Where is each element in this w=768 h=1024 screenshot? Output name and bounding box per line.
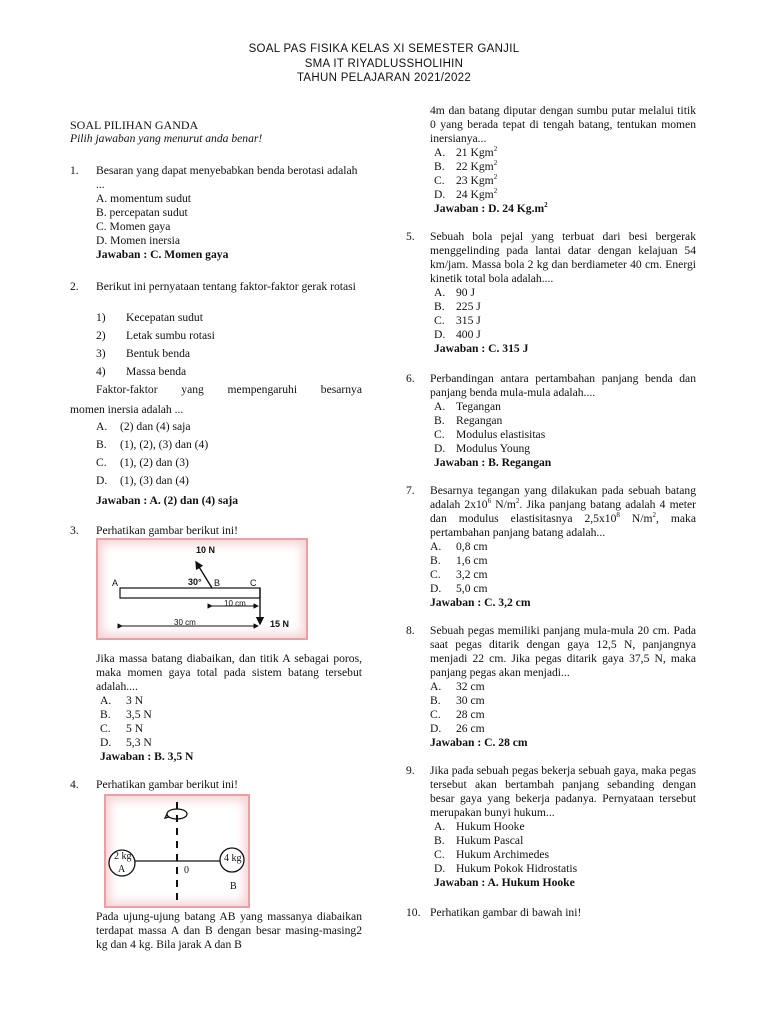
answer-key: Jawaban : B. Regangan <box>434 456 552 469</box>
option-b[interactable]: 3,5 N <box>126 708 152 721</box>
rotating-rod-figure <box>104 794 250 908</box>
header-year: TAHUN PELAJARAN 2021/2022 <box>296 72 472 84</box>
option-c[interactable]: Hukum Archimedes <box>456 848 550 861</box>
label-mass-a: 2 kg <box>114 851 132 862</box>
option-a[interactable]: Tegangan <box>456 400 501 413</box>
question-text: Berikut ini pernyataan tentang faktor-faktor gerak rotasi <box>96 280 356 293</box>
question-text: Perhatikan gambar berikut ini! <box>96 778 238 791</box>
option-a[interactable]: Hukum Hooke <box>456 820 525 833</box>
header-title: SOAL PAS FISIKA KELAS XI SEMESTER GANJIL <box>248 43 520 55</box>
beam-figure <box>96 538 308 640</box>
question-1 <box>70 164 362 262</box>
question-4-continued: 4m dan batang diputar dengan sumbu putar melalui titik 0 yang berada tepat di tengah batang, tentukan momen inersianya... <box>430 104 696 145</box>
option-b[interactable]: Hukum Pascal <box>456 834 524 847</box>
option-c[interactable]: Modulus elastisitas <box>456 428 546 441</box>
option-d[interactable]: 5,0 cm <box>456 582 488 595</box>
option-list: A. 3 N B. 3,5 N C. 5 N D. 5,3 N Jawaban : B. 3,5 N <box>100 694 194 763</box>
answer-key: Jawaban : A. Hukum Hooke <box>434 876 575 889</box>
option-a[interactable]: 90 J <box>456 286 476 299</box>
label-point-a: A <box>112 578 119 588</box>
option-d[interactable]: D. Momen inersia <box>96 234 181 247</box>
label-force-end: 15 N <box>270 619 290 629</box>
question-text: Besaran yang dapat menyebabkan benda berotasi adalah ... <box>96 164 358 191</box>
label-dist-ac: 30 cm <box>174 618 196 627</box>
option-a[interactable]: (2) dan (4) saja <box>120 420 191 433</box>
option-c[interactable]: 315 J <box>456 314 481 327</box>
option-d[interactable]: Hukum Pokok Hidrostatis <box>456 862 578 875</box>
answer-key: Jawaban : A. (2) dan (4) saja <box>96 494 239 507</box>
question-number: 6. <box>406 372 415 385</box>
question-text: Perbandingan antara pertambahan panjang benda dan panjang benda mula-mula adalah.... <box>430 372 696 399</box>
question-3 <box>70 524 362 538</box>
question-6 <box>406 372 696 400</box>
statement-3: Bentuk benda <box>126 347 191 360</box>
question-2 <box>70 280 362 294</box>
question-8 <box>406 624 696 680</box>
option-b[interactable]: 22 Kgm$^2$ <box>456 159 498 173</box>
option-list: A. Hukum Hooke B. Hukum Pascal C. Hukum Archimedes D. Hukum Pokok Hidrostatis Jawaban : A. Hukum Hooke <box>434 820 578 889</box>
question-followup-2: momen inersia adalah ... <box>70 403 184 416</box>
question-text: Perhatikan gambar berikut ini! <box>96 524 238 537</box>
question-9 <box>406 764 696 820</box>
question-number: 4. <box>70 778 79 791</box>
option-a[interactable]: 21 Kgm$^2$ <box>456 145 498 159</box>
section-instruction: Pilih jawaban yang menurut anda benar! <box>70 132 263 145</box>
option-a[interactable]: A. momentum sudut <box>96 192 192 205</box>
option-c[interactable]: 3,2 cm <box>456 568 488 581</box>
statement-1: Kecepatan sudut <box>126 311 203 324</box>
option-d[interactable]: Modulus Young <box>456 442 531 455</box>
question-text: Perhatikan gambar di bawah ini! <box>430 906 582 919</box>
option-d[interactable]: 26 cm <box>456 722 485 735</box>
statement-2: Letak sumbu rotasi <box>126 329 215 342</box>
option-b[interactable]: Regangan <box>456 414 503 427</box>
label-angle: 30° <box>188 577 202 587</box>
option-a[interactable]: 32 cm <box>456 680 485 693</box>
question-number: 2. <box>70 280 79 293</box>
option-b[interactable]: (1), (2), (3) dan (4) <box>120 438 209 451</box>
label-center: 0 <box>184 865 189 876</box>
option-list: A. 21 Kgm$^2$ B. 22 Kgm$^2$ C. 23 Kgm$^2$ D. 24 Kgm$^2$ Jawaban : D. 24 $Kg.m^2$ <box>434 145 548 215</box>
option-a[interactable]: 3 N <box>126 694 144 707</box>
question-number: 7. <box>406 484 415 497</box>
left-column <box>70 118 362 998</box>
label-point-b: B <box>230 881 237 892</box>
option-list: A. 0,8 cm B. 1,6 cm C. 3,2 cm D. 5,0 cm Jawaban : C. 3,2 cm <box>430 540 531 609</box>
option-d[interactable]: 5,3 N <box>126 736 152 749</box>
page-header <box>0 42 768 86</box>
option-a[interactable]: 0,8 cm <box>456 540 488 553</box>
option-c[interactable]: 23 Kgm$^2$ <box>456 173 498 187</box>
section-title: SOAL PILIHAN GANDA <box>70 118 199 132</box>
option-list: A. (2) dan (4) saja B. (1), (2), (3) dan (4) C. (1), (2) dan (3) D. (1), (3) dan (4) Jawaban : A. (2) dan (4) saja <box>96 420 239 507</box>
option-c[interactable]: C. Momen gaya <box>96 220 171 233</box>
question-followup: Faktor-faktor yang mempengaruhi besarnya <box>96 383 362 396</box>
statement-4: Massa benda <box>126 365 187 378</box>
question-text: Jika pada sebuah pegas bekerja sebuah gaya, maka pegas tersebut akan bertambah panjang sebanding dengan besar gaya yang bekerja padanya. Pernyataan tersebut merupakan bunyi hukum... <box>430 764 696 819</box>
label-dist-bc: 10 cm <box>224 599 246 608</box>
question-4-desc: Pada ujung-ujung batang AB yang massanya diabaikan terdapat massa A dan B dengan besar masing-masing2 kg dan 4 kg. Bila jarak A dan B <box>96 910 362 951</box>
answer-key: Jawaban : C. 315 J <box>434 342 529 355</box>
label-point-b: B <box>214 578 221 588</box>
option-d[interactable]: 24 Kgm$^2$ <box>456 187 498 201</box>
question-text: Besarnya tegangan yang dilakukan pada sebuah batang adalah $2x10^6$ $N/m^2$. Jika panjang batang adalah 4 meter dan modulus elastisitasnya $2,5x10^8$ $N/m^2$, maka pertambahan panjang batang adalah... <box>430 484 697 539</box>
right-column <box>406 104 696 1004</box>
answer-key: Jawaban : C. 28 cm <box>430 736 528 749</box>
question-number: 1. <box>70 164 79 177</box>
option-c[interactable]: (1), (2) dan (3) <box>120 456 189 469</box>
question-number: 10. <box>406 906 421 919</box>
label-point-c: C <box>250 578 257 588</box>
label-point-a: A <box>118 864 126 875</box>
question-number: 5. <box>406 230 415 243</box>
question-7 <box>406 484 696 540</box>
option-b[interactable]: B. percepatan sudut <box>96 206 188 219</box>
statement-list: 1) Kecepatan sudut 2) Letak sumbu rotasi 3) Bentuk benda 4) Massa benda <box>96 311 215 383</box>
option-c[interactable]: 5 N <box>126 722 144 735</box>
answer-key: Jawaban : D. 24 $Kg.m^2$ <box>434 201 548 215</box>
header-school: SMA IT RIYADLUSSHOLIHIN <box>304 57 464 70</box>
option-list: A. 90 J B. 225 J C. 315 J D. 400 J Jawaban : C. 315 J <box>434 286 529 355</box>
question-5 <box>406 230 696 286</box>
question-text: Sebuah bola pejal yang terbuat dari besi bergerak menggelinding pada lantai datar dengan kelajuan 54 km/jam. Massa bola 2 kg dan berdiameter 40 cm. Energi kinetik total bola adalah.... <box>430 230 696 285</box>
option-b[interactable]: 1,6 cm <box>456 554 488 567</box>
option-list: A. Tegangan B. Regangan C. Modulus elastisitas D. Modulus Young Jawaban : B. Regangan <box>434 400 552 469</box>
label-force-top: 10 N <box>196 545 216 555</box>
answer-key: Jawaban : B. 3,5 N <box>100 750 194 763</box>
answer-key: Jawaban : C. 3,2 cm <box>430 596 531 609</box>
option-b[interactable]: 225 J <box>456 300 481 313</box>
option-b[interactable]: 30 cm <box>456 694 485 707</box>
question-number: 9. <box>406 764 415 777</box>
option-d[interactable]: (1), (3) dan (4) <box>120 474 189 487</box>
question-4 <box>70 778 362 792</box>
label-mass-b: 4 kg <box>224 853 242 864</box>
option-list: A. 32 cm B. 30 cm C. 28 cm D. 26 cm Jawaban : C. 28 cm <box>430 680 528 749</box>
question-number: 8. <box>406 624 415 637</box>
question-3-desc: Jika massa batang diabaikan, dan titik A sebagai poros, maka momen gaya total pada sistem batang tersebut adalah.... <box>96 652 362 693</box>
question-10 <box>406 906 696 920</box>
option-d[interactable]: 400 J <box>456 328 481 341</box>
answer-key: Jawaban : C. Momen gaya <box>96 248 229 261</box>
option-c[interactable]: 28 cm <box>456 708 485 721</box>
question-text: Sebuah pegas memiliki panjang mula-mula 20 cm. Pada saat pegas ditarik dengan gaya 12,5 N, panjangnya menjadi 22 cm. Jika pegas ditarik gaya 37,5 N, maka panjang pegas akan menjadi... <box>430 624 696 679</box>
question-number: 3. <box>70 524 79 537</box>
